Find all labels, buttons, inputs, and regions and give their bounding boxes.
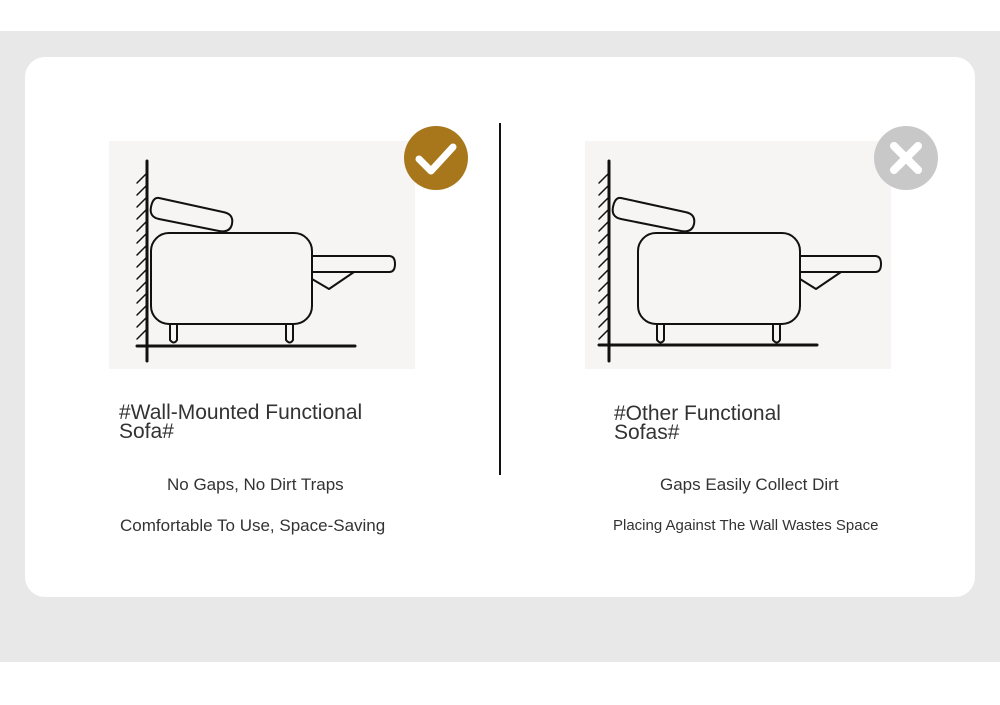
wall-mounted-sofa-illustration	[109, 141, 415, 369]
left-feature-1: No Gaps, No Dirt Traps	[167, 475, 344, 494]
divider-line	[499, 123, 501, 475]
right-feature-1: Gaps Easily Collect Dirt	[660, 475, 839, 494]
check-icon	[404, 126, 468, 190]
cross-icon	[874, 126, 938, 190]
right-title: #Other Functional Sofas#	[614, 402, 781, 444]
sofa-diagram-icon	[585, 141, 891, 369]
left-feature-2: Comfortable To Use, Space-Saving	[120, 516, 386, 535]
right-feature-2: Placing Against The Wall Wastes Space	[613, 517, 879, 534]
left-title: #Wall-Mounted Functional Sofa#	[119, 401, 363, 443]
sofa-diagram-icon	[109, 141, 415, 369]
cross-badge	[874, 126, 938, 190]
other-sofa-illustration	[585, 141, 891, 369]
check-badge	[404, 126, 468, 190]
